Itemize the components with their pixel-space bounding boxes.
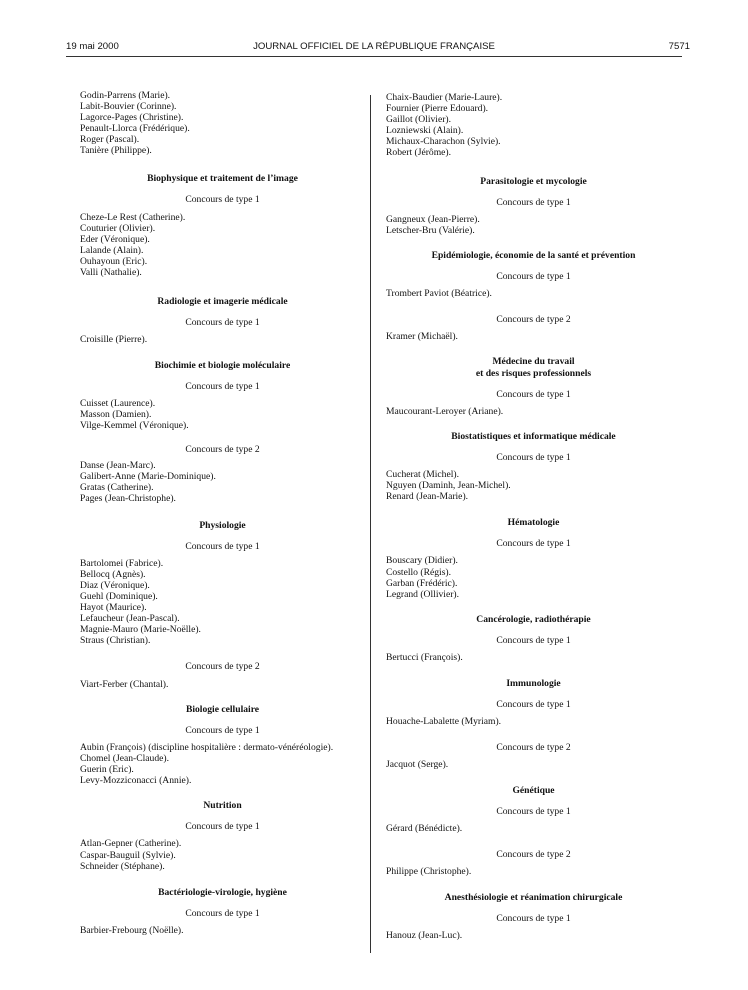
names-list xyxy=(386,652,681,663)
name-entry: Schneider (Stéphane). xyxy=(80,860,165,872)
concours-label: Concours de type 1 xyxy=(185,193,260,205)
name-entry: Eder (Véronique). xyxy=(80,233,150,245)
names-list xyxy=(386,930,681,941)
names-list xyxy=(80,838,365,871)
name-entry: Valli (Nathalie). xyxy=(80,267,142,279)
names-list xyxy=(80,212,365,279)
header-date: 19 mai 2000 xyxy=(66,41,119,52)
name-entry: Gaillot (Olivier). xyxy=(386,114,452,126)
right-column xyxy=(386,92,681,941)
name-entry: Bartolomei (Fabrice). xyxy=(80,557,164,569)
concours-label: Concours de type 2 xyxy=(185,444,260,456)
names-list xyxy=(80,90,365,157)
section-title: Anesthésiologie et réanimation chirurgicale xyxy=(444,892,623,904)
name-entry: Jacquot (Serge). xyxy=(386,759,449,771)
name-entry: Legrand (Ollivier). xyxy=(386,588,459,600)
name-entry: Lagorce-Pages (Christine). xyxy=(80,112,184,124)
column-divider xyxy=(370,95,371,953)
section-title: Biologie cellulaire xyxy=(185,703,260,715)
name-entry: Letscher-Bru (Valérie). xyxy=(386,224,475,236)
name-entry: Levy-Mozziconacci (Annie). xyxy=(80,775,192,787)
concours-label: Concours de type 1 xyxy=(496,196,571,208)
name-entry: Penault-Llorca (Frédérique). xyxy=(80,123,190,135)
name-entry: Roger (Pascal). xyxy=(80,134,140,146)
name-entry: Bellocq (Agnès). xyxy=(80,568,146,580)
name-entry: Maucourant-Leroyer (Ariane). xyxy=(386,405,504,417)
section-title: et des risques professionnels xyxy=(475,367,592,379)
name-entry: Gratas (Catherine). xyxy=(80,482,154,494)
name-entry: Philippe (Christophe). xyxy=(386,865,472,877)
names-list xyxy=(386,866,681,877)
name-entry: Cheze-Le Rest (Catherine). xyxy=(80,211,186,223)
name-entry: Tanière (Philippe). xyxy=(80,145,152,157)
concours-label: Concours de type 1 xyxy=(185,380,260,392)
names-list xyxy=(80,679,365,690)
name-entry: Guerin (Eric). xyxy=(80,764,134,776)
name-entry: Robert (Jérôme). xyxy=(386,147,452,159)
names-list xyxy=(386,823,681,834)
name-entry: Croisille (Pierre). xyxy=(80,333,148,345)
name-entry: Barbier-Frebourg (Noëlle). xyxy=(80,924,184,936)
names-list xyxy=(80,460,365,504)
names-list xyxy=(386,555,681,599)
name-entry: Magnie-Mauro (Marie-Noëlle). xyxy=(80,624,201,636)
section-title: Biostatistiques et informatique médicale xyxy=(451,430,616,442)
concours-label: Concours de type 1 xyxy=(185,821,260,833)
name-entry: Pages (Jean-Christophe). xyxy=(80,493,176,505)
concours-label: Concours de type 1 xyxy=(496,538,571,550)
concours-label: Concours de type 1 xyxy=(496,699,571,711)
name-entry: Cucherat (Michel). xyxy=(386,468,459,480)
concours-label: Concours de type 1 xyxy=(185,907,260,919)
concours-label: Concours de type 1 xyxy=(496,805,571,817)
name-entry: Gérard (Bénédicte). xyxy=(386,822,463,834)
names-list xyxy=(80,925,365,936)
name-entry: Galibert-Anne (Marie-Dominique). xyxy=(80,471,216,483)
name-entry: Lozniewski (Alain). xyxy=(386,125,464,137)
name-entry: Lefaucheur (Jean-Pascal). xyxy=(80,613,180,625)
section-title: Physiologie xyxy=(199,519,246,531)
concours-label: Concours de type 2 xyxy=(496,314,571,326)
name-entry: Bertucci (François). xyxy=(386,652,463,663)
section-title: Médecine du travail xyxy=(492,356,575,368)
names-list xyxy=(80,334,365,345)
name-entry: Vilge-Kemmel (Véronique). xyxy=(80,419,189,431)
section-title: Radiologie et imagerie médicale xyxy=(157,296,288,308)
concours-label: Concours de type 1 xyxy=(496,271,571,283)
section-title: Epidémiologie, économie de la santé et prévention xyxy=(431,249,636,261)
names-list xyxy=(386,406,681,417)
name-entry: Fournier (Pierre Edouard). xyxy=(386,103,489,115)
name-entry: Gangneux (Jean-Pierre). xyxy=(386,213,480,225)
name-entry: Godin-Parrens (Marie). xyxy=(80,90,171,101)
name-entry: Renard (Jean-Marie). xyxy=(386,491,469,503)
concours-label: Concours de type 2 xyxy=(185,661,260,673)
name-entry: Kramer (Michaël). xyxy=(386,331,458,343)
name-entry: Lalande (Alain). xyxy=(80,245,144,257)
name-entry: Garban (Frédéric). xyxy=(386,577,458,589)
names-list xyxy=(386,331,681,342)
name-entry: Trombert Paviot (Béatrice). xyxy=(386,288,492,300)
name-entry: Hanouz (Jean-Luc). xyxy=(386,930,463,942)
name-entry: Guehl (Dominique). xyxy=(80,591,158,602)
section-title: Hématologie xyxy=(507,517,560,529)
section-title: Immunologie xyxy=(506,678,561,690)
section-title: Parasitologie et mycologie xyxy=(480,175,587,187)
name-entry: Cuisset (Laurence). xyxy=(80,397,156,409)
header-page-number: 7571 xyxy=(668,41,690,52)
left-column xyxy=(80,90,365,936)
name-entry: Chaix-Baudier (Marie-Laure). xyxy=(386,92,503,103)
concours-label: Concours de type 1 xyxy=(496,634,571,646)
name-entry: Viart-Ferber (Chantal). xyxy=(80,678,169,690)
name-entry: Houache-Labalette (Myriam). xyxy=(386,716,502,728)
names-list xyxy=(386,288,681,299)
name-entry: Labit-Bouvier (Corinne). xyxy=(80,101,177,113)
names-list xyxy=(80,558,365,647)
name-entry: Aubin (François) (discipline hospitalière : dermato-vénéréologie). xyxy=(80,741,334,753)
name-entry: Hayot (Maurice). xyxy=(80,602,147,614)
concours-label: Concours de type 2 xyxy=(496,848,571,860)
concours-label: Concours de type 1 xyxy=(185,317,260,329)
concours-label: Concours de type 1 xyxy=(496,388,571,400)
name-entry: Couturier (Olivier). xyxy=(80,222,156,234)
name-entry: Michaux-Charachon (Sylvie). xyxy=(386,136,501,148)
section-title: Nutrition xyxy=(203,800,242,812)
section-title: Cancérologie, radiothérapie xyxy=(476,613,591,625)
section-title: Biophysique et traitement de l’image xyxy=(147,172,298,184)
concours-label: Concours de type 1 xyxy=(185,724,260,736)
names-list xyxy=(386,469,681,502)
concours-label: Concours de type 1 xyxy=(496,451,571,463)
name-entry: Ouhayoun (Eric). xyxy=(80,256,148,268)
names-list xyxy=(386,716,681,727)
names-list xyxy=(386,759,681,770)
names-list xyxy=(80,398,365,431)
name-entry: Masson (Damien). xyxy=(80,408,152,420)
names-list xyxy=(386,92,681,159)
name-entry: Diaz (Véronique). xyxy=(80,579,150,591)
name-entry: Bouscary (Didier). xyxy=(386,555,458,567)
header-rule xyxy=(66,56,682,57)
section-title: Bactériologie-virologie, hygiène xyxy=(158,886,287,898)
names-list xyxy=(80,742,365,786)
name-entry: Nguyen (Daminh, Jean-Michel). xyxy=(386,480,511,492)
section-title: Génétique xyxy=(512,784,555,796)
name-entry: Straus (Christian). xyxy=(80,635,151,647)
name-entry: Caspar-Bauguil (Sylvie). xyxy=(80,849,176,861)
name-entry: Costello (Régis). xyxy=(386,566,452,578)
concours-label: Concours de type 2 xyxy=(496,742,571,754)
names-list xyxy=(386,214,681,236)
section-title: Biochimie et biologie moléculaire xyxy=(154,359,291,371)
name-entry: Danse (Jean-Marc). xyxy=(80,460,156,472)
name-entry: Atlan-Gepner (Catherine). xyxy=(80,838,182,850)
header-title: JOURNAL OFFICIEL DE LA RÉPUBLIQUE FRANÇAISE xyxy=(253,41,495,52)
name-entry: Chomel (Jean-Claude). xyxy=(80,752,169,764)
concours-label: Concours de type 1 xyxy=(496,913,571,925)
concours-label: Concours de type 1 xyxy=(185,540,260,552)
